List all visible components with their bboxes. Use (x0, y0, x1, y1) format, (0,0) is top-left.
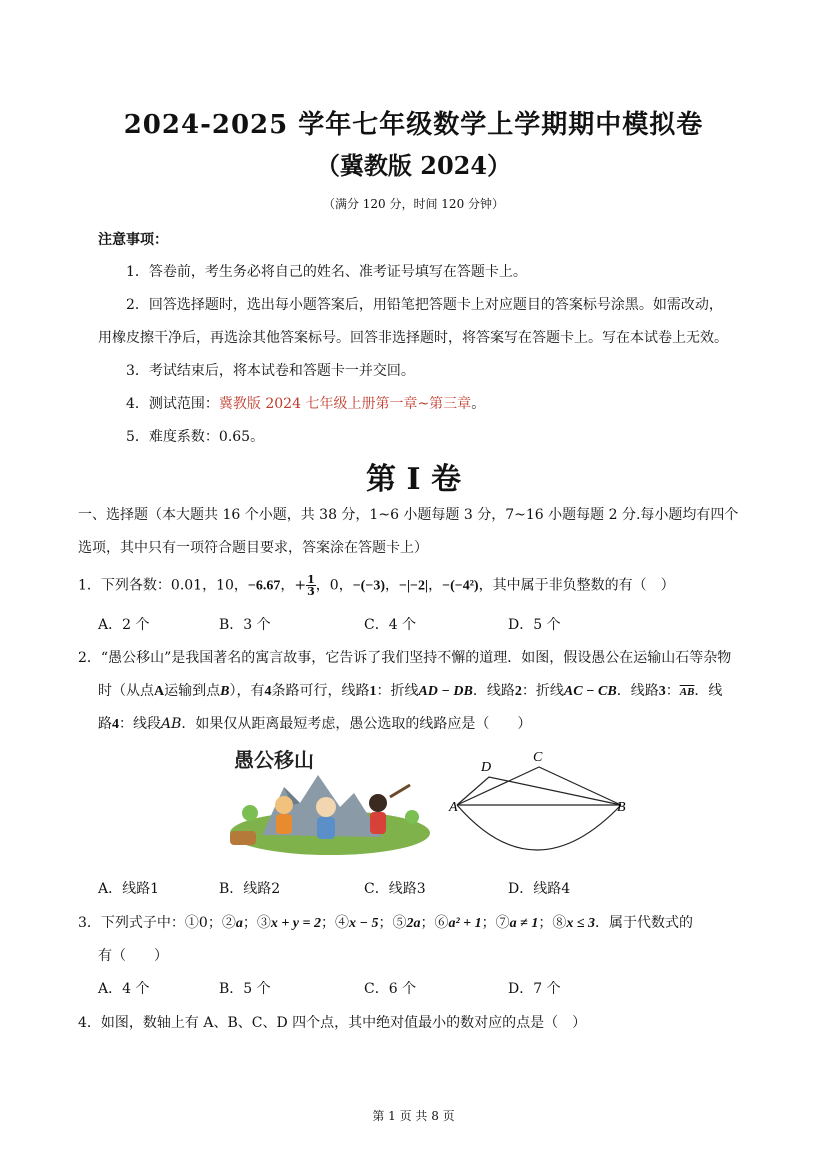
q3-end: ．属于代数式的 (595, 915, 694, 931)
q2-l2-a: 时（从点 (98, 683, 154, 699)
notes-title: 注意事项： (98, 232, 168, 248)
q2-option-d[interactable]: D．线路4 (508, 881, 571, 897)
q1-frac-den: 3 (307, 585, 315, 598)
q3-s3: ；③ (242, 915, 271, 931)
elder-body (317, 817, 335, 839)
q2-option-a[interactable]: A．线路1 (98, 881, 160, 897)
q2-option-b[interactable]: B．线路2 (219, 881, 281, 897)
q1-suffix: ，其中属于非负整数的有（ ） (478, 577, 675, 594)
q2-l3-4: 4 (112, 717, 119, 732)
q3-e6: a² + 1 (448, 916, 482, 931)
q3-s5: ；⑤ (378, 915, 407, 931)
q3-line-1 (78, 912, 693, 932)
route-3-arc (457, 805, 621, 850)
q2-line-3 (98, 713, 531, 733)
q4-text: 4．如图，数轴上有 A、B、C、D 四个点，其中绝对值最小的数对应的点是（ ） (78, 1015, 587, 1031)
q2-l2-f: ．线路 (472, 683, 515, 699)
q3-e7: a ≠ 1 (509, 916, 539, 931)
q2-l2-1: 1 (369, 684, 377, 699)
q3-e4: x − 5 (349, 916, 379, 931)
q2-l2-A: A (154, 684, 165, 699)
q3-option-d[interactable]: D．7 个 (508, 981, 561, 997)
q2-l2-c: ），有 (229, 683, 265, 699)
helper-head (369, 794, 387, 812)
q2-line-2 (98, 680, 722, 700)
q2-line-1: 2．“愚公移山”是我国著名的寓言故事，它告诉了我们坚持不懈的道理．如图，假设愚公在运输山石等杂物 (78, 650, 732, 666)
q3-option-c[interactable]: C．6 个 (364, 981, 417, 997)
q1-frac-num: 1 (307, 573, 315, 586)
note-4-suffix: 。 (471, 396, 486, 412)
note-4-prefix: 4．测试范围： (126, 396, 219, 412)
q3-line-2: 有（ ） (98, 948, 168, 964)
child-head (275, 796, 293, 814)
q3-e3: x + y = 2 (270, 916, 321, 931)
tree-left (242, 805, 258, 821)
q1-option-c[interactable]: C．4 个 (364, 617, 417, 633)
q1-term-1: −6.67 (247, 578, 281, 594)
q2-l2-4: 4 (264, 684, 272, 699)
q2-l2-2: 2 (514, 684, 522, 699)
q3-s6: ；⑥ (420, 915, 449, 931)
q1-term-6: −|−2| (398, 578, 429, 594)
q1-sep-3: ， (384, 577, 399, 594)
note-4-range: 冀教版 2024 七年级上册第一章~第三章 (218, 396, 472, 412)
q3-s7: ；⑦ (481, 915, 510, 931)
point-label-d: D (481, 760, 492, 775)
route-1-polyline (457, 777, 621, 805)
point-label-c: C (533, 750, 543, 765)
q2-l3-a: 路 (98, 716, 112, 732)
point-label-b: B (617, 800, 626, 815)
q2-l2-d: 条路可行，线路 (271, 683, 370, 699)
helper-body (370, 812, 386, 834)
q1-option-a[interactable]: A．2 个 (98, 617, 150, 633)
exam-subtitle: （冀教版 2024） (315, 151, 512, 180)
point-label-a: A (449, 800, 458, 815)
q2-l2-h: ．线路 (616, 683, 659, 699)
q2-l2-3: 3 (658, 684, 666, 699)
q1-sep-2: ，0， (315, 577, 353, 594)
page-footer: 第 1 页 共 8 页 (372, 1109, 455, 1123)
q2-option-c[interactable]: C．线路3 (364, 881, 426, 897)
q3-e8: x ≤ 3 (566, 916, 596, 931)
route-diagram (445, 745, 635, 860)
q2-l2-j: ．线 (694, 683, 723, 699)
q1-sep-plus: ，+ (280, 577, 307, 594)
q3-l1-prefix: 3．下列式子中：①0；② (78, 915, 236, 931)
q3-e5: 2a (406, 916, 421, 931)
question-1 (78, 574, 675, 597)
q2-l2-adbd: AD − DB (418, 684, 473, 699)
elder-head (316, 797, 336, 817)
note-3: 3．考试结束后，将本试卷和答题卡一并交回。 (126, 363, 415, 379)
exam-meta: （满分 120 分，时间 120 分钟） (322, 197, 505, 211)
q1-option-b[interactable]: B．3 个 (219, 617, 271, 633)
q2-l2-accb: AC − CB (563, 684, 617, 699)
illustration-caption: 愚公移山 (234, 748, 314, 772)
note-2b: 用橡皮擦干净后，再选涂其他答案标号。回答非选择题时，将答案写在答题卡上。写在本试卷上无效。 (98, 330, 728, 346)
hoe-handle (390, 785, 410, 797)
q2-l2-B: B (220, 684, 230, 699)
q1-term-4: −(−3) (352, 578, 385, 594)
q2-l2-arc: $\overline{AB}$ (679, 686, 695, 698)
note-4 (126, 393, 485, 413)
exam-title: 2024-2025 学年七年级数学上学期期中模拟卷 (123, 110, 704, 140)
section-title: 第 I 卷 (366, 462, 461, 497)
section-intro-2: 选项，其中只有一项符合题目要求，答案涂在答题卡上） (78, 540, 428, 556)
section-intro-1: 一、选择题（本大题共 16 个小题，共 38 分，1~6 小题每题 3 分，7~16 小题每题 2 分.每小题均有四个 (78, 507, 739, 523)
q3-s4: ；④ (321, 915, 349, 931)
q2-l2-g: ：折线 (521, 683, 564, 699)
q3-option-b[interactable]: B．5 个 (219, 981, 271, 997)
tree-right (405, 810, 419, 824)
basket (230, 831, 256, 845)
q2-l2-e: ：折线 (376, 683, 419, 699)
q2-l2-i: ： (665, 683, 680, 699)
q2-l3-b: ：线段 (119, 716, 161, 732)
q3-s8: ；⑧ (538, 915, 567, 931)
q1-sep-4: ， (428, 577, 443, 594)
q1-term-8: −(−4²) (442, 578, 479, 594)
q2-l3-c: ．如果仅从距离最短考虑，愚公选取的线路应是（ ） (181, 716, 532, 732)
q3-e2: a (235, 916, 243, 931)
q2-l2-b: 运输到点 (164, 683, 221, 699)
note-5: 5．难度系数：0.65。 (126, 429, 265, 445)
q1-option-d[interactable]: D．5 个 (508, 617, 561, 633)
yugong-illustration (222, 745, 437, 860)
note-1: 1．答卷前，考生务必将自己的姓名、准考证号填写在答题卡上。 (126, 264, 527, 280)
q1-fraction (306, 574, 316, 597)
child-body (276, 814, 292, 834)
q2-l3-AB: AB (161, 716, 182, 732)
q3-option-a[interactable]: A．4 个 (98, 981, 150, 997)
note-2a: 2．回答选择题时，选出每小题答案后，用铅笔把答题卡上对应题目的答案标号涂黑。如需改动， (126, 297, 723, 313)
q1-prefix: 1．下列各数：0.01，10， (78, 577, 248, 594)
